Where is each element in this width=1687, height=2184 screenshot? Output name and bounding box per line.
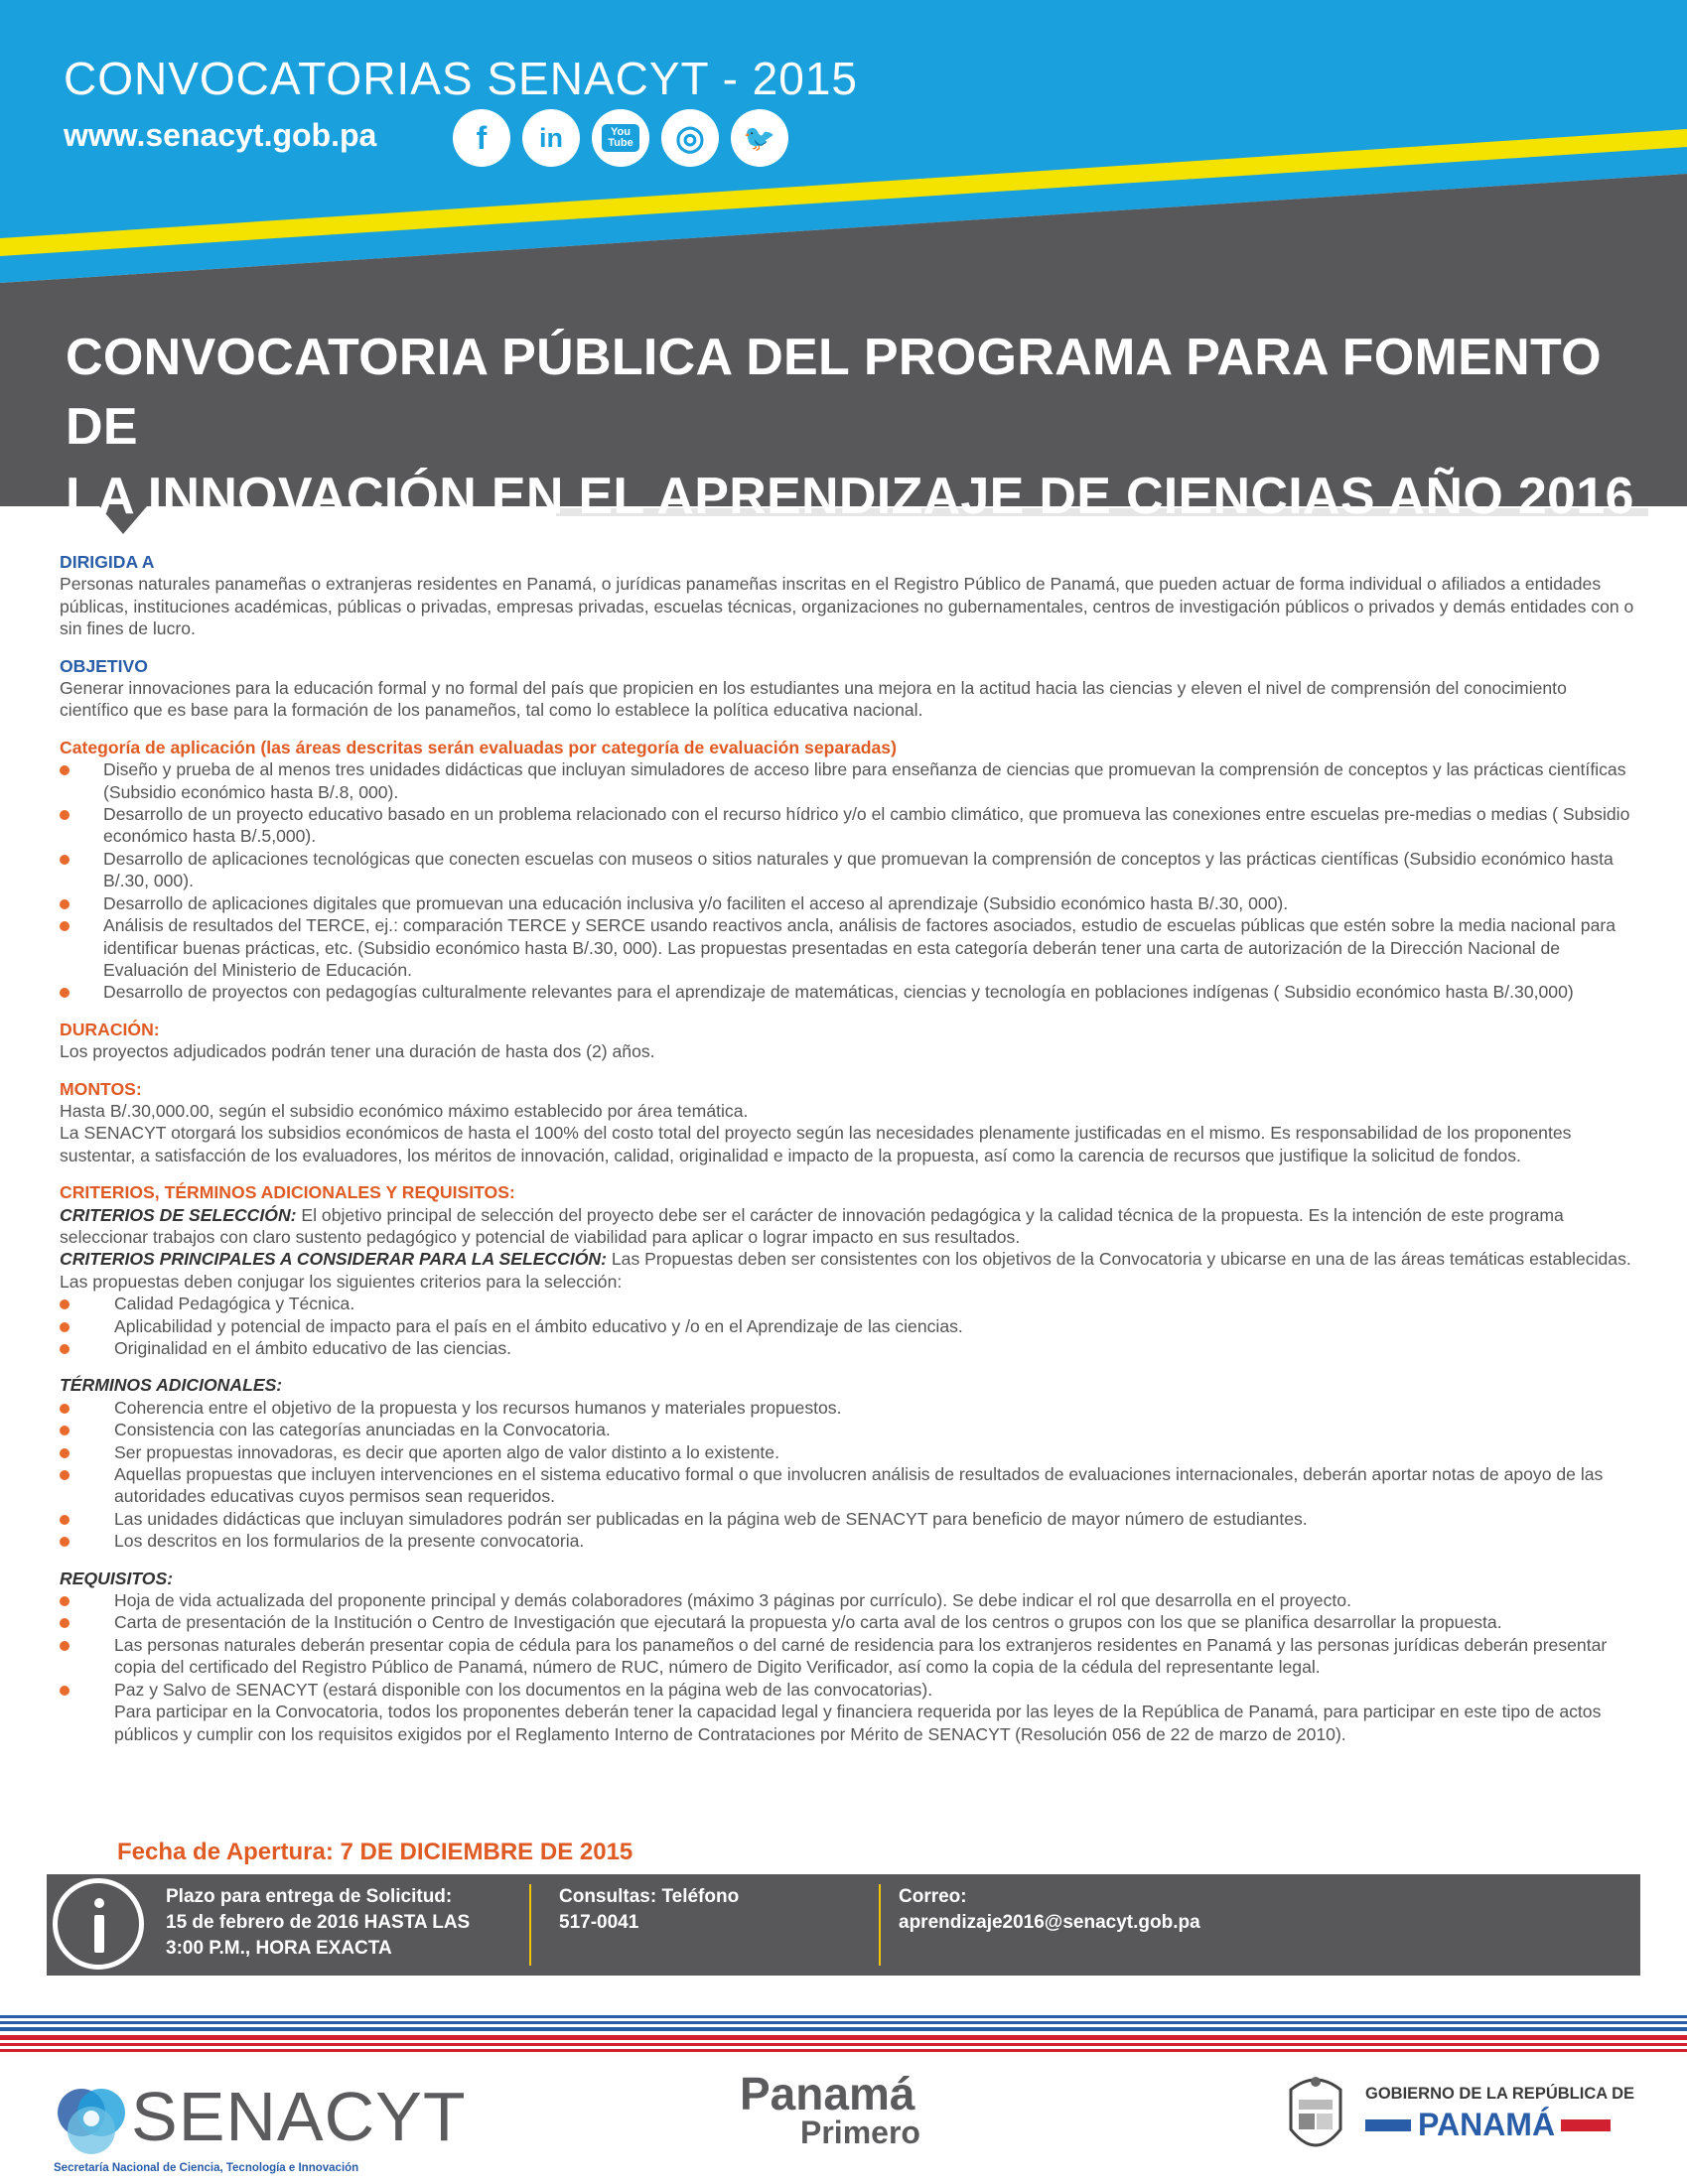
section-dirigida [60,551,1640,640]
list-item: Desarrollo de aplicaciones digitales que promuevan una educación inclusiva y/o faciliten el acceso al aprendizaje (Subsidio económico hasta B/.30, 000). [60,892,1640,914]
criterios-heading: CRITERIOS, TÉRMINOS ADICIONALES Y REQUISITOS: [60,1182,515,1203]
montos-line-1: Hasta B/.30,000.00, según el subsidio económico máximo establecido por área temática. [60,1100,749,1121]
duracion-heading: DURACIÓN: [60,1019,160,1039]
facebook-icon[interactable]: f [453,109,510,167]
list-item: Los descritos en los formularios de la presente convocatoria. [60,1530,1640,1552]
correo-label: Correo: [899,1886,967,1907]
page-title [66,323,1634,531]
list-item: Paz y Salvo de SENACYT (estará disponible con los documentos en la página web de las convocatorias). [60,1679,1640,1701]
criterios-principales [60,1248,1640,1293]
website-link[interactable]: www.senacyt.gob.pa [64,117,377,153]
requisitos-list [60,1589,1640,1701]
panama-primero-sub: Primero [800,2115,920,2150]
terminos-heading: TÉRMINOS ADICIONALES: [60,1375,283,1396]
list-item: Diseño y prueba de al menos tres unidades didácticas que incluyan simuladores de acceso libre para enseñanza de ciencias que promuevan la comprensión de conceptos y las prácticas científicas (Subsidio económico hasta B/.8, 000). [60,758,1640,803]
seleccion-text: El objetivo principal de selección del proyecto debe ser el carácter de innovación pedagógica y la calidad técnica de la propuesta. Es la intención de este programa seleccionar trabajos con claro sustento pedagógico y potencial de viabilidad para aplicar o lograr impacto en sus resultados. [60,1204,1564,1247]
list-item: Carta de presentación de la Institución o Centro de Investigación que ejecutará la propuesta y/o carta aval de los centros o grupos con los que se planifica desarrollar la propuesta. [60,1611,1640,1633]
plazo-block [166,1884,470,1962]
list-item: Desarrollo de aplicaciones tecnológicas que conecten escuelas con museos o sitios naturales y que promuevan la comprensión de conceptos y las prácticas científicas (Subsidio económico hasta B/.30, 000). [60,848,1640,892]
title-line-2: LA INNOVACIÓN EN EL APRENDIZAJE DE CIENCIAS AÑO 2016 [66,468,1634,525]
duracion-text: Los proyectos adjudicados podrán tener una duración de hasta dos (2) años. [60,1041,655,1062]
plazo-time: 3:00 P.M., HORA EXACTA [166,1938,392,1959]
dirigida-text: Personas naturales panameñas o extranjeras residentes en Panamá, o jurídicas panameñas inscritas en el Registro Público de Panamá, que pueden actuar de forma individual o afiliados a entidades públicas, instituciones académicas, públicas o privadas, empresas privadas, escuelas técnicas, organizaciones no gubernamentales, centros de investigación públicos o privados y demás entidades con o sin fines de lucro. [60,574,1634,639]
senacyt-subtitle: Secretaría Nacional de Ciencia, Tecnología e Innovación [54,2162,359,2174]
criterios-seleccion [60,1204,1640,1249]
section-categoria [60,737,1640,1004]
montos-line-2: La SENACYT otorgará los subsidios económicos de hasta el 100% del costo total del proyecto según las necesidades plenamente justificadas en el mismo. Es responsabilidad de los proponentes sustentar, a satisfacción de los evaluadores, los méritos de innovación, calidad, originalidad e impacto de la propuesta, así como la carencia de recursos que justifique la solicitud de fondos. [60,1123,1572,1165]
twitter-icon[interactable]: 🐦 [731,109,788,167]
consultas-block [559,1884,739,1936]
list-item: Coherencia entre el objetivo de la propuesta y los recursos humanos y materiales propuestos. [60,1397,1640,1419]
terminos-list [60,1397,1640,1553]
dirigida-heading: DIRIGIDA A [60,552,155,572]
instagram-icon[interactable]: ◎ [661,109,719,167]
montos-heading: MONTOS: [60,1078,142,1099]
info-bar [47,1874,1640,1976]
email-link[interactable]: aprendizaje2016@senacyt.gob.pa [899,1912,1200,1933]
info-icon [53,1878,144,1970]
list-item: Calidad Pedagógica y Técnica. [60,1293,1640,1314]
list-item: Aplicabilidad y potencial de impacto para el país en el ámbito educativo y /o en el Aprendizaje de las ciencias. [60,1315,1640,1337]
section-requisitos [60,1568,1640,1745]
section-terminos [60,1374,1640,1552]
list-item: Consistencia con las categorías anunciadas en la Convocatoria. [60,1419,1640,1440]
divider [529,1884,531,1966]
panama-primero-logo: Panamá [740,2068,915,2119]
list-item: Ser propuestas innovadoras, es decir que aporten algo de valor distinto a lo existente. [60,1441,1640,1463]
list-item: Análisis de resultados del TERCE, ej.: comparación TERCE y SERCE usando reactivos ancla, análisis de factores asociados, estudio de escuelas públicas que estén sobre la media nacional para identificar buenas prácticas, etc. (Subsidio económico hasta B/.30, 000). Las propuestas presentadas en esta categoría deberán tener una carta de autorización de la Dirección Nacional de Evaluación del Ministerio de Educación. [60,914,1640,981]
requisitos-heading: REQUISITOS: [60,1568,174,1588]
youtube-icon[interactable]: You Tube [592,109,649,167]
correo-block [899,1884,1200,1936]
list-item: Originalidad en el ámbito educativo de las ciencias. [60,1337,1640,1359]
title-line-1: CONVOCATORIA PÚBLICA DEL PROGRAMA PARA FOMENTO DE [66,329,1602,456]
categoria-heading: Categoría de aplicación (las áreas descritas serán evaluadas por categoría de evaluación separadas) [60,737,897,757]
list-item: Las unidades didácticas que incluyan simuladores podrán ser publicadas en la página web de SENACYT para beneficio de mayor número de estudiantes. [60,1508,1640,1530]
section-objetivo [60,655,1640,722]
list-item: Desarrollo de un proyecto educativo basado en un problema relacionado con el recurso hídrico y/o el cambio climático, que promueva las conexiones entre escuelas pre-medias o medias ( Subsidio económico hasta B/.5,000). [60,803,1640,848]
flag-stripes [0,2015,1687,2055]
seleccion-label: CRITERIOS DE SELECCIÓN: [60,1204,297,1225]
principales-label: CRITERIOS PRINCIPALES A CONSIDERAR PARA LA SELECCIÓN: [60,1249,607,1270]
requisitos-closing: Para participar en la Convocatoria, todos los proponentes deberán tener la capacidad legal y financiera requerida por las leyes de la República de Panamá, para participar en este tipo de actos públicos y cumplir con los requisitos exigidos por el Reglamento Interno de Contrataciones por Mérito de SENACYT (Resolución 056 de 22 de marzo de 2010). [114,1702,1602,1744]
list-item: Aquellas propuestas que incluyen intervenciones en el sistema educativo formal o que involucren análisis de resultados de evaluaciones internacionales, deberán aportar notas de apoyo de las autoridades educativas cuyos permisos sean requeridos. [60,1463,1640,1508]
series-title: CONVOCATORIAS SENACYT - 2015 [64,53,859,104]
linkedin-icon[interactable]: in [522,109,580,167]
gobierno-line-2: PANAMÁ [1418,2107,1556,2142]
list-item: Hoja de vida actualizada del proponente principal y demás colaboradores (máximo 3 páginas por currículo). Se debe indicar el rol que desarrolla en el proyecto. [60,1589,1640,1611]
phone-number[interactable]: 517-0041 [559,1912,639,1933]
flag-blue-bar [1365,2119,1411,2131]
objetivo-text: Generar innovaciones para la educación formal y no formal del país que propicien en los estudiantes una mejora en la actitud hacia las ciencias y eleven el nivel de comprensión del conocimiento científico que es base para la formación de los panameños, tal como lo establece la política educativa nacional. [60,678,1567,721]
section-duracion [60,1019,1640,1063]
principales-text: Las Propuestas deben ser consistentes con los objetivos de la Convocatoria y ubicarse en una de las áreas temáticas establecidas. Las propuestas deben conjugar los siguientes criterios para la selección: [60,1249,1631,1292]
consultas-label: Consultas: Teléfono [559,1886,740,1907]
divider [879,1884,881,1966]
list-item: Las personas naturales deberán presentar copia de cédula para los panameños o del carné de residencia para los extranjeros residentes en Panamá y las personas jurídicas deberán presentar copia del certificado del Registro Público de Panamá, número de RUC, número de Digito Verificador, así como la copia de la cédula del representante legal. [60,1634,1640,1679]
criterios-list [60,1293,1640,1359]
flag-red-bar [1561,2119,1611,2131]
categoria-list [60,758,1640,1003]
document-body [60,551,1640,1760]
objetivo-heading: OBJETIVO [60,655,148,676]
section-criterios [60,1181,1640,1359]
gobierno-line-1: GOBIERNO DE LA REPÚBLICA DE [1365,2085,1635,2103]
coat-of-arms-icon [1281,2070,1350,2164]
plazo-date: 15 de febrero de 2016 HASTA LAS [166,1912,471,1933]
section-montos [60,1078,1640,1167]
fecha-apertura: Fecha de Apertura: 7 DE DICIEMBRE DE 2015 [117,1839,633,1865]
senacyt-name: SENACYT [131,2078,467,2155]
list-item: Desarrollo de proyectos con pedagogías culturalmente relevantes para el aprendizaje de matemáticas, ciencias y tecnología en poblaciones indígenas ( Subsidio económico hasta B/.30,000) [60,981,1640,1003]
plazo-label: Plazo para entrega de Solicitud: [166,1886,453,1907]
